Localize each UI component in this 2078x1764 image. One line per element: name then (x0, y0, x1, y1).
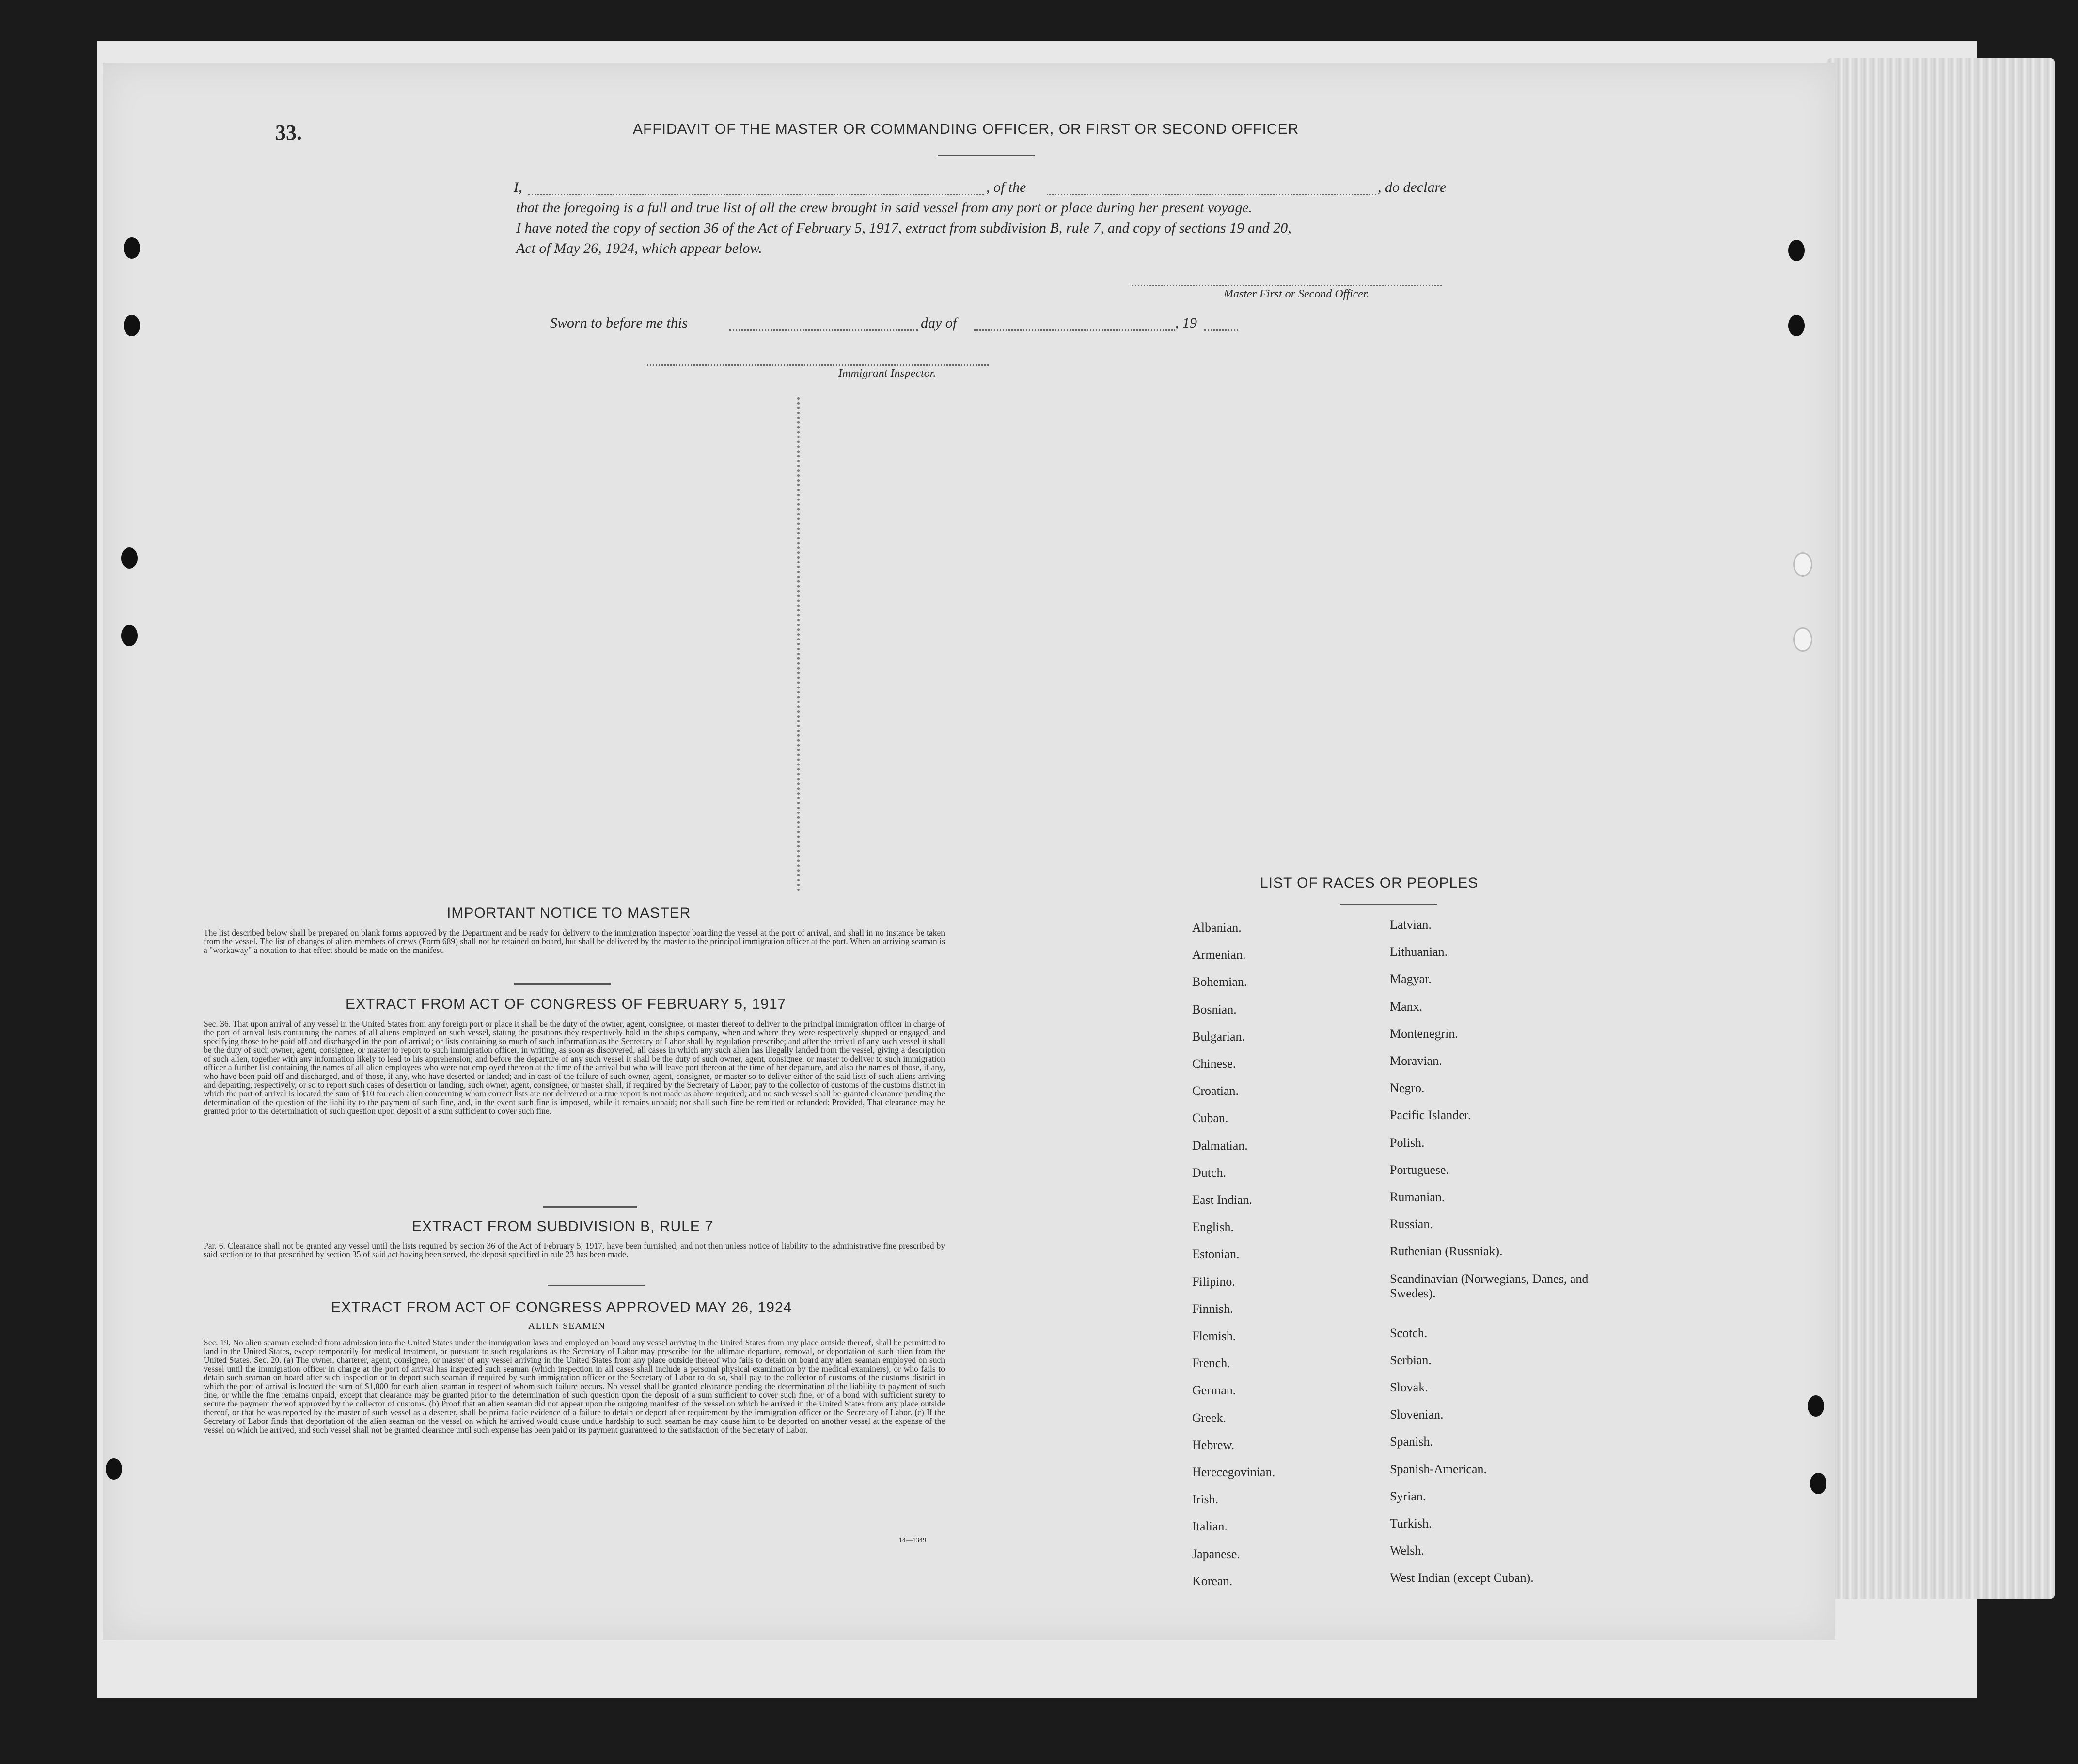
affidavit-title: AFFIDAVIT OF THE MASTER OR COMMANDING OFFICER, OR FIRST OR SECOND OFFICER (633, 121, 1299, 137)
inspector-signature-line (647, 364, 989, 366)
race-item: Latvian. (1390, 918, 1432, 932)
inspector-signature-label: Immigrant Inspector. (838, 367, 936, 380)
punch-hole-icon (124, 237, 140, 259)
sworn-day-blank (729, 329, 918, 331)
notice-title: IMPORTANT NOTICE TO MASTER (447, 905, 691, 921)
race-item: Ruthenian (Russniak). (1390, 1244, 1503, 1259)
race-item: Spanish-American. (1390, 1462, 1487, 1476)
day-of-text: day of (921, 315, 957, 331)
punch-hole-icon (1793, 552, 1812, 577)
master-signature-line (1132, 285, 1442, 286)
race-item: Irish. (1192, 1492, 1219, 1507)
race-item: Syrian. (1390, 1489, 1426, 1503)
race-item: Portuguese. (1390, 1162, 1449, 1177)
race-item: Chinese. (1192, 1057, 1236, 1071)
race-item: Armenian. (1192, 948, 1246, 962)
races-divider (1340, 904, 1437, 905)
vessel-blank-line (1047, 194, 1376, 195)
race-item: Flemish. (1192, 1329, 1236, 1343)
sworn-month-blank (974, 329, 1175, 331)
race-item: Slovak. (1390, 1380, 1428, 1394)
punch-hole-icon (1810, 1473, 1826, 1494)
extract-rule7-divider (548, 1285, 645, 1286)
affidavit-of-the: , of the (986, 179, 1026, 195)
race-item: Russian. (1390, 1217, 1433, 1232)
notice-text: The list described below shall be prepared on blank forms approved by the Department and be ready for delivery to the immigration inspector boarding the vessel at the port of arrival, and shall in no instance be taken from the vessel. The list of changes of alien members of crews (Form 689) shall not be retained on board, but shall be delivered by the master to the principal immigration officer at the port. When an arriving seaman is a "workaway" a notation to that effect should be made on the manifest. (204, 928, 945, 955)
race-item: Pacific Islander. (1390, 1108, 1471, 1123)
race-item: Slovenian. (1390, 1407, 1444, 1422)
extract-1917-title: EXTRACT FROM ACT OF CONGRESS OF FEBRUARY 5, 1917 (346, 996, 787, 1012)
race-item: Negro. (1390, 1081, 1425, 1095)
race-item: Greek. (1192, 1410, 1227, 1425)
affidavit-line-3: I have noted the copy of section 36 of the Act of February 5, 1917, extract from subdivision B, rule 7, and copy of sections 19 and 20, (516, 220, 1291, 236)
punch-hole-icon (1808, 1395, 1824, 1417)
race-item: Rumanian. (1390, 1190, 1445, 1204)
title-divider (938, 155, 1035, 156)
punch-hole-icon (1793, 627, 1812, 652)
race-item: Korean. (1192, 1574, 1233, 1588)
race-item: English. (1192, 1220, 1234, 1234)
race-item: Cuban. (1192, 1111, 1228, 1125)
center-perforation (797, 397, 802, 891)
affidavit-declare: , do declare (1378, 179, 1447, 195)
race-item: Lithuanian. (1390, 945, 1448, 959)
punch-hole-icon (1788, 315, 1805, 336)
race-item: Bulgarian. (1192, 1029, 1245, 1044)
book-page-edges (1827, 58, 2055, 1599)
race-item: Moravian. (1390, 1054, 1442, 1068)
punch-hole-icon (1788, 240, 1805, 261)
race-item: Manx. (1390, 999, 1423, 1014)
races-title: LIST OF RACES OR PEOPLES (1260, 875, 1479, 891)
race-item: Serbian. (1390, 1353, 1432, 1367)
name-blank-line (528, 194, 984, 195)
race-item: Bohemian. (1192, 975, 1247, 989)
race-item: Albanian. (1192, 921, 1242, 935)
race-item: Turkish. (1390, 1516, 1432, 1530)
master-signature-label: Master First or Second Officer. (1224, 288, 1370, 300)
race-item: Welsh. (1390, 1544, 1424, 1558)
sworn-text: Sworn to before me this (550, 315, 688, 331)
notice-divider (514, 983, 611, 985)
race-item: Hebrew. (1192, 1437, 1235, 1452)
punch-hole-icon (121, 625, 138, 646)
extract-1917-text: Sec. 36. That upon arrival of any vessel in the United States from any foreign port or place it shall be the duty of the owner, agent, consignee, or master thereof to deliver to the principal immigration officer in charge of the port of arrival lists containing the names of all aliens employed on such vessel, stating the positions they respectively hold in the ship's company, when and where they were respectively shipped or engaged, and specifying those to be paid off and discharged in the port of arrival; or lists containing so much of such information as the Secretary of Labor shall by regulation prescribe; and after the arrival of any such vessel it shall be the duty of such owner, agent, consignee, or master to report to such immigration officer, in writing, as soon as discovered, all cases in which any such alien has illegally landed from the vessel, giving a description of such alien, together with any information likely to lead to his apprehension; and before the departure of any such vessel it shall be the duty of such owner, agent, consignee, or master to deliver to such immigration officer a further list containing the names of all alien employees who were not employed thereon at the time of the arrival but who will leave port thereon at the time of her departure, and also the names of those, if any, who have been paid off and discharged, and of those, if any, who have deserted or landed; and in case of the failure of such owner, agent, consignee, or master so to deliver either of the said lists of such aliens arriving and departing, respectively, or so to report such cases of desertion or landing, such owner, agent, consignee, or master shall, if required by the Secretary of Labor, pay to the collector of customs of the customs district in which the port of arrival is located the sum of $10 for each alien concerning whom correct lists are not delivered or a true report is not made as above required; and no such vessel shall be granted clearance pending the determination of the question of the liability to the payment of such fine, and, in the event such fine is imposed, while it remains unpaid; nor shall such fine be remitted or refunded: Provided, That clearance may be granted prior to the determination of such question upon deposit of a sum sufficient to cover such fine. (204, 1019, 945, 1116)
race-item: Scotch. (1390, 1326, 1428, 1340)
race-item: Estonian. (1192, 1247, 1240, 1262)
race-item: Croatian. (1192, 1084, 1239, 1098)
extract-1917-divider (543, 1206, 637, 1208)
race-item: Dalmatian. (1192, 1138, 1248, 1153)
year-blank (1204, 329, 1238, 331)
race-item: Japanese. (1192, 1546, 1240, 1561)
race-item: Dutch. (1192, 1165, 1227, 1180)
extract-1924-title: EXTRACT FROM ACT OF CONGRESS APPROVED MAY 26, 1924 (331, 1299, 792, 1315)
race-item: Spanish. (1390, 1435, 1433, 1449)
page-number: 33. (275, 121, 302, 144)
race-item: Scandinavian (Norwegians, Danes, and Swedes). (1390, 1271, 1589, 1300)
race-item: Polish. (1390, 1135, 1425, 1150)
extract-rule7-text: Par. 6. Clearance shall not be granted any vessel until the lists required by section 36 of the Act of February 5, 1917, have been furnished, and not then unless notice of liability to the administrative fine prescribed by said section or to that prescribed by section 35 of said act having been served, the deposit specified in rule 23 has been made. (204, 1241, 945, 1259)
punch-hole-icon (106, 1458, 122, 1480)
race-item: French. (1192, 1356, 1230, 1371)
race-item: Finnish. (1192, 1301, 1233, 1316)
race-item: West Indian (except Cuban). (1390, 1571, 1534, 1585)
extract-rule7-title: EXTRACT FROM SUBDIVISION B, RULE 7 (412, 1218, 713, 1234)
affidavit-i: I, (514, 179, 522, 195)
race-item: German. (1192, 1383, 1236, 1398)
alien-seamen-subtitle: ALIEN SEAMEN (528, 1321, 606, 1331)
race-item: Herecegovinian. (1192, 1465, 1275, 1479)
race-item: Bosnian. (1192, 1002, 1237, 1016)
year-text: , 19 (1175, 315, 1197, 331)
extract-1924-text: Sec. 19. No alien seaman excluded from admission into the United States under the immigration laws and employed on board any vessel arriving in the United States from any place outside thereof, shall be permitted to land in the United States, except temporarily for medical treatment, or pursuant to such regulations as the Secretary of Labor may prescribe for the ultimate departure, removal, or deportation of such alien from the United States. Sec. 20. (a) The owner, charterer, agent, consignee, or master of any vessel arriving in the United States from any place outside thereof who fails to detain on board any alien seaman employed on such vessel until the immigration officer in charge at the port of arrival has inspected such seaman (which inspection in all cases shall include a personal physical examination by the medical examiners), or who fails to detain such seaman on board after such inspection or to deport such seaman if required by such immigration officer or the Secretary of Labor to do so, shall pay to the collector of customs of the customs district in which the port of arrival is located the sum of $1,000 for each alien seaman in respect of whom such failure occurs. No vessel shall be granted clearance pending the determination of the liability to payment of such fine, or while the fine remains unpaid, except that clearance may be granted prior to the determination of such question upon the deposit of a sum sufficient to cover such fine, or of a bond with sufficient surety to secure the payment thereof approved by the collector of customs. (b) Proof that an alien seaman did not appear upon the outgoing manifest of the vessel on which he arrived in the United States from any place outside thereof, or that he was reported by the master of such vessel as a deserter, shall be prima facie evidence of a failure to detain or deport after requirement by the immigration officer or the Secretary of Labor. (c) If the Secretary of Labor finds that deportation of the alien seaman on the vessel on which he arrived would cause undue hardship to such seaman he may cause him to be deported on another vessel at the expense of the vessel on which he arrived, and such vessel shall not be granted clearance until such expense has been paid or its payment guaranteed to the satisfaction of the Secretary of Labor. (204, 1338, 945, 1435)
punch-hole-icon (124, 315, 140, 336)
race-item: Filipino. (1192, 1274, 1235, 1289)
affidavit-line-4: Act of May 26, 1924, which appear below. (516, 240, 762, 256)
race-item: Montenegrin. (1390, 1026, 1458, 1041)
race-item: East Indian. (1192, 1193, 1253, 1207)
punch-hole-icon (121, 547, 138, 569)
affidavit-line-2: that the foregoing is a full and true list of all the crew brought in said vessel from any port or place during her present voyage. (516, 200, 1253, 216)
form-number: 14—1349 (899, 1537, 926, 1544)
race-item: Italian. (1192, 1519, 1228, 1534)
race-item: Magyar. (1390, 972, 1432, 986)
